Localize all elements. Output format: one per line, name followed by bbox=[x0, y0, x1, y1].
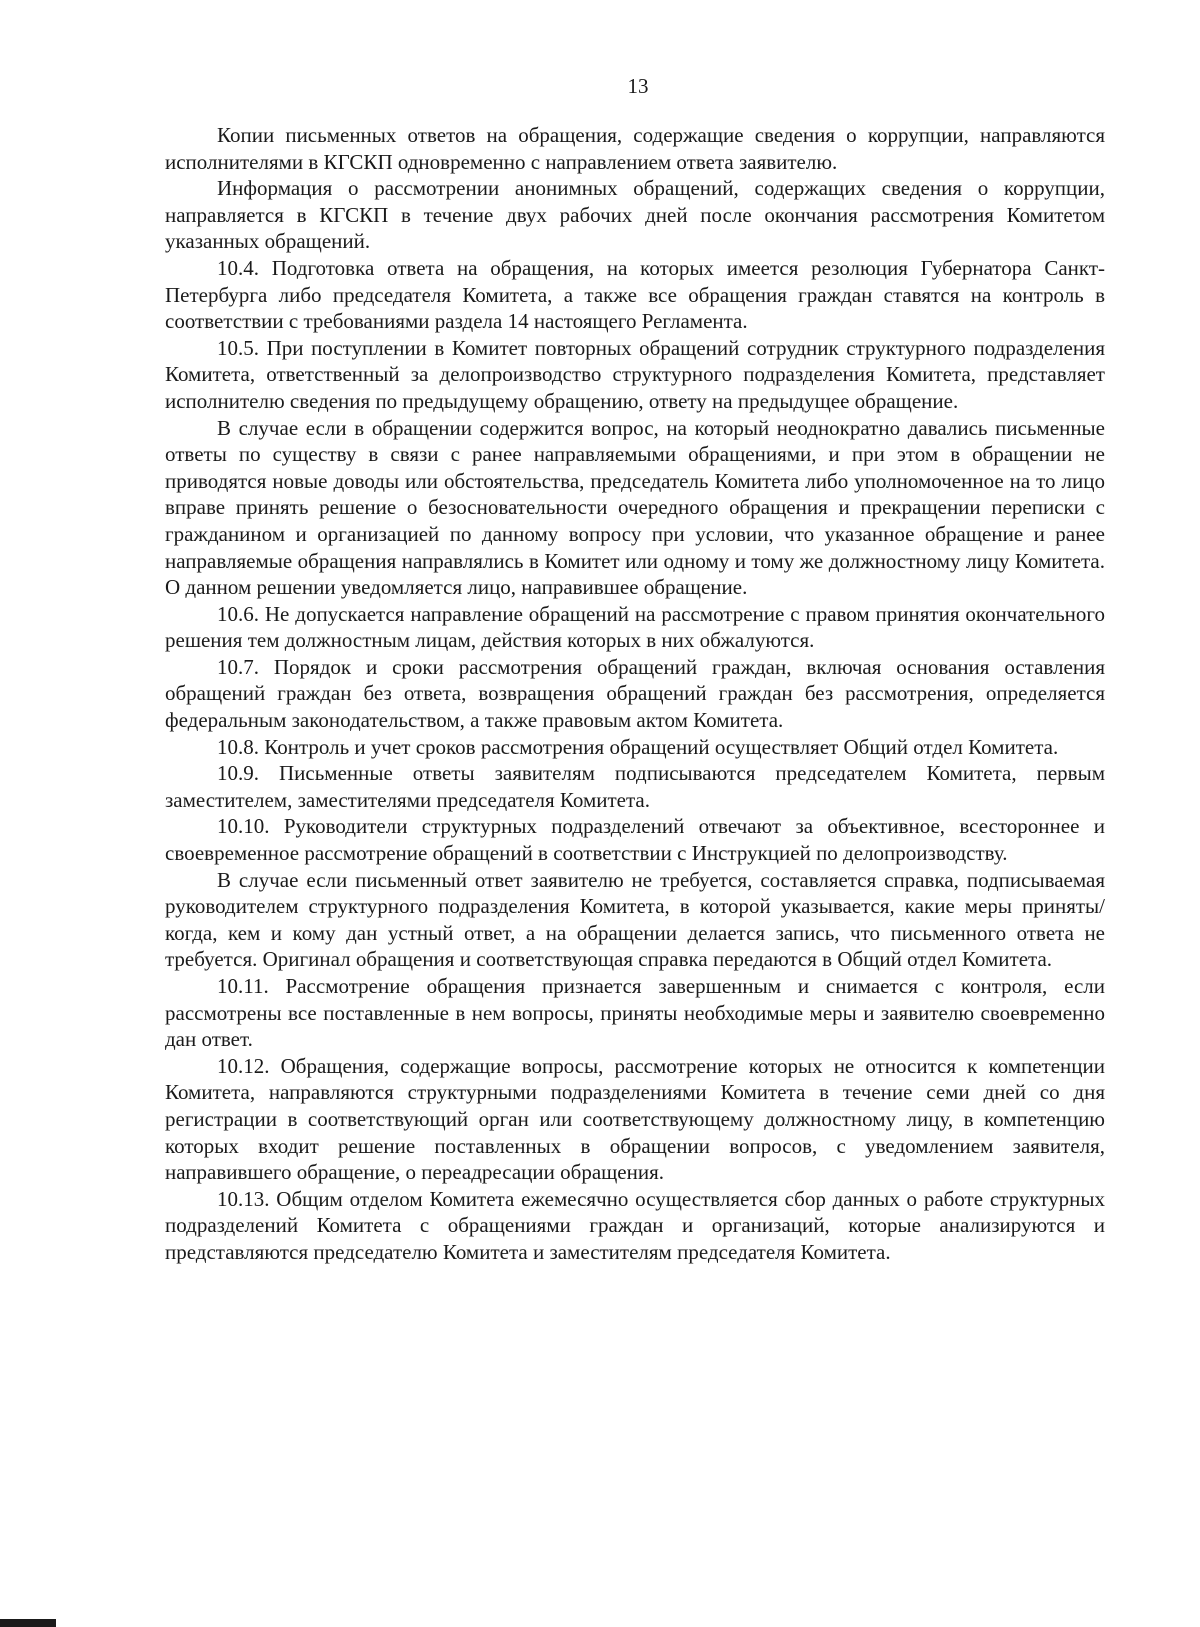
paragraph-10-5: 10.5. При поступлении в Комитет повторных обращений сотрудник структурного подразделения Комитета, ответственный за делопроизводство структурного подразделения Комитета, представляет исполнителю сведения по предыдущему обращению, ответу на предыдущее обращение. bbox=[165, 335, 1105, 413]
scan-edge-mark bbox=[0, 1619, 56, 1627]
paragraph-10-7: 10.7. Порядок и сроки рассмотрения обращений граждан, включая основания оставления обращений граждан без ответа, возвращения обращений граждан без рассмотрения, определяется федеральным законодательством, а также правовым актом Комитета. bbox=[165, 654, 1105, 733]
paragraph-reference-note: В случае если письменный ответ заявителю не требуется, составляется справка, подписываемая руководителем структурного подразделения Комитета, в которой указывается, какие меры приняты/когда, кем и кому дан устный ответ, а на обращении делается запись, что письменного ответа не требуется. Оригинал обращения и соответствующая справка передаются в Общий отдел Комитета. bbox=[165, 867, 1105, 972]
page-number: 13 bbox=[627, 74, 649, 98]
paragraph-10-8: 10.8. Контроль и учет сроков рассмотрения обращений осуществляет Общий отдел Комитета. bbox=[217, 734, 1059, 759]
paragraph-10-13: 10.13. Общим отделом Комитета ежемесячно осуществляется сбор данных о работе структурных подразделений Комитета с обращениями граждан и организаций, которые анализируются и представляются председателю Комитета и заместителям председателя Комитета. bbox=[165, 1186, 1105, 1264]
paragraph-10-9: 10.9. Письменные ответы заявителям подписываются председателем Комитета, первым заместителем, заместителями председателя Комитета. bbox=[165, 761, 1105, 812]
paragraph-anonymous-appeals: Информация о рассмотрении анонимных обращений, содержащих сведения о коррупции, направляется в КГСКП в течение двух рабочих дней после окончания рассмотрения Комитетом указанных обращений. bbox=[165, 176, 1105, 254]
paragraph-repeated-appeals: В случае если в обращении содержится вопрос, на который неоднократно давались письменные ответы по существу в связи с ранее направляемыми обращениями, и при этом в обращении не приводятся новые доводы или обстоятельства, председатель Комитета либо уполномоченное на то лицо вправе принять решение о безосновательности очередного обращения и прекращении переписки с гражданином и организацией по данному вопросу при условии, что указанное обращение и ранее направляемые обращения направлялись в Комитет или одному и тому же должностному лицу Комитета. О данном решении уведомляется лицо, направившее обращение. bbox=[165, 415, 1105, 600]
paragraph-10-4: 10.4. Подготовка ответа на обращения, на которых имеется резолюция Губернатора Санкт-Петербурга либо председателя Комитета, а также все обращения граждан ставятся на контроль в соответствии с требованиями раздела 14 настоящего Регламента. bbox=[165, 255, 1105, 334]
paragraph-10-11: 10.11. Рассмотрение обращения признается завершенным и снимается с контроля, если рассмотрены все поставленные в нем вопросы, приняты необходимые меры и заявителю своевременно дан ответ. bbox=[165, 974, 1105, 1052]
paragraph-10-10: 10.10. Руководители структурных подразделений отвечают за объективное, всестороннее и своевременное рассмотрение обращений в соответствии с Инструкцией по делопроизводству. bbox=[165, 814, 1105, 866]
paragraph-10-6: 10.6. Не допускается направление обращений на рассмотрение с правом принятия окончательного решения тем должностным лицам, действия которых в них обжалуются. bbox=[165, 601, 1105, 653]
paragraph-10-12: 10.12. Обращения, содержащие вопросы, рассмотрение которых не относится к компетенции Комитета, направляются структурными подразделениями Комитета в течение семи дней со дня регистрации в соответствующий орган или соответствующему должностному лицу, в компетенцию которых входит решение поставленных в обращении вопросов, с уведомлением заявителя, направившего обращение, о переадресации обращения. bbox=[165, 1053, 1105, 1185]
paragraph-anticorruption-copies: Копии письменных ответов на обращения, содержащие сведения о коррупции, направляются исполнителями в КГСКП одновременно с направлением ответа заявителю. bbox=[165, 123, 1105, 174]
document-body bbox=[165, 122, 1105, 1266]
